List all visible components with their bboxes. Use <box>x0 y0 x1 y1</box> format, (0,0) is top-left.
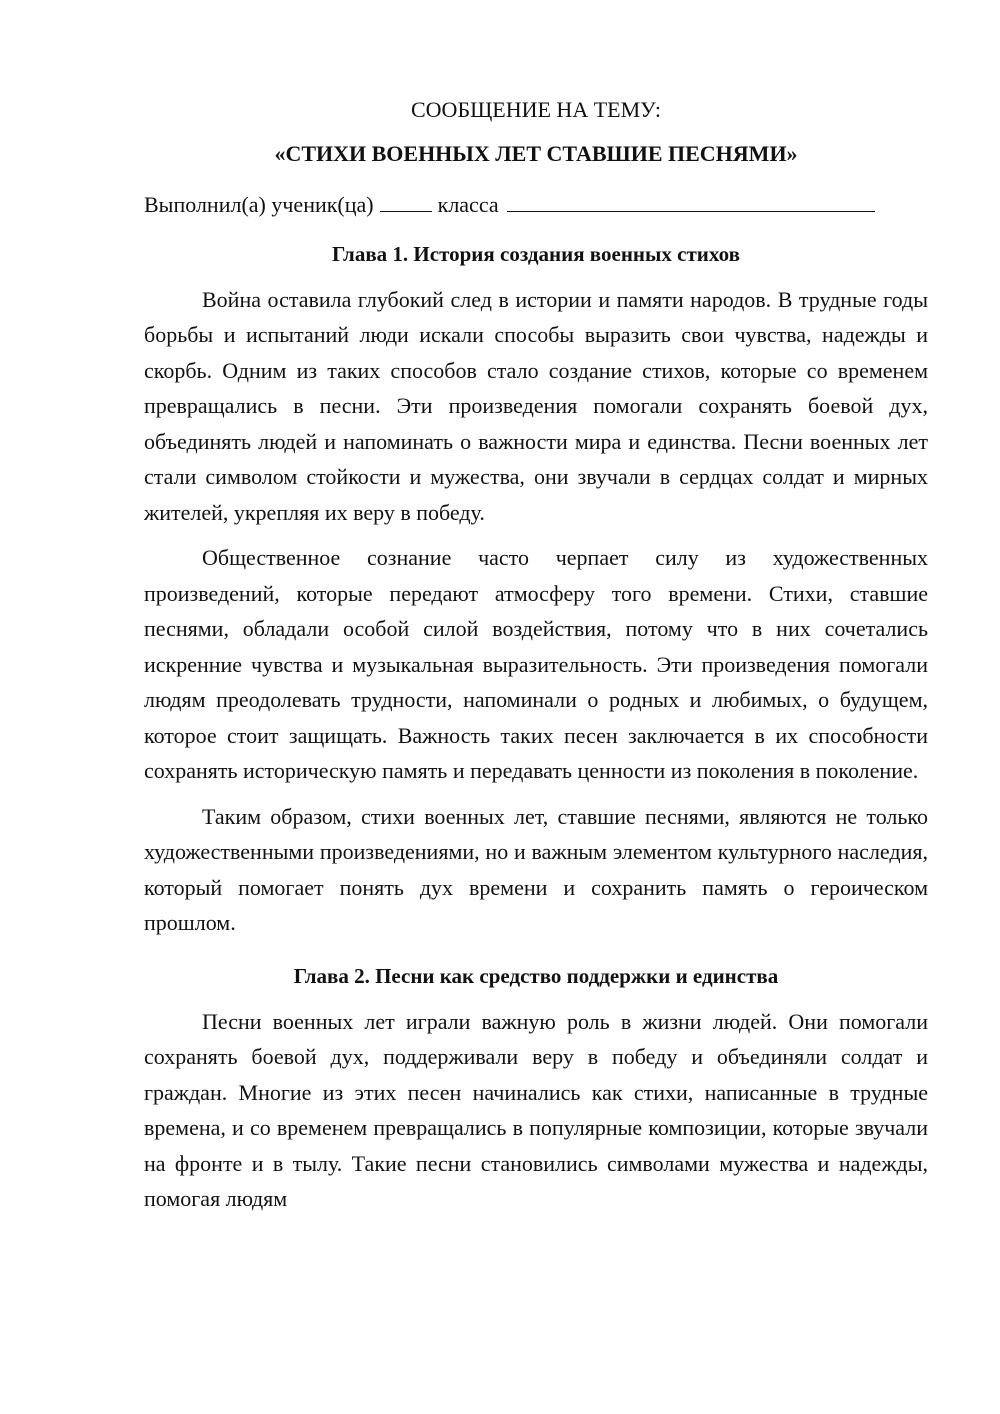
chapter-1-paragraph-1: Война оставила глубокий след в истории и памяти народов. В трудные годы борьбы и испытаний люди искали способы выразить свои чувства, надежды и скорбь. Одним из таких способов стало создание стихов, которые со временем превращались в песни. Эти произведения помогали сохранять боевой дух, объединять людей и напоминать о важности мира и единства. Песни военных лет стали символом стойкости и мужества, они звучали в сердцах солдат и мирных жителей, укрепляя их веру в победу. <box>144 286 928 525</box>
chapter-1-paragraph-3: Таким образом, стихи военных лет, ставшие песнями, являются не только художественными произведениями, но и важным элементом культурного наследия, который помогает понять дух времени и сохранить память о героическом прошлом. <box>144 803 928 935</box>
document-page <box>144 92 928 1227</box>
chapter-1-heading: Глава 1. История создания военных стихов <box>332 241 740 266</box>
name-blank <box>507 189 875 212</box>
class-label: класса <box>437 192 499 217</box>
author-line <box>144 187 928 223</box>
grade-blank <box>380 189 432 212</box>
author-prefix: Выполнил(а) ученик(ца) <box>144 192 374 217</box>
document-title-line-2: «СТИХИ ВОЕННЫХ ЛЕТ СТАВШИЕ ПЕСНЯМИ» <box>274 140 798 166</box>
chapter-1-paragraph-2: Общественное сознание часто черпает силу из художественных произведений, которые передают атмосферу того времени. Стихи, ставшие песнями, обладали особой силой воздействия, потому что в них сочетались искренние чувства и музыкальная выразительность. Эти произведения помогали людям преодолевать трудности, напоминали о родных и любимых, о будущем, которое стоит защищать. Важность таких песен заключается в их способности сохранять историческую память и передавать ценности из поколения в поколение. <box>144 545 928 783</box>
document-title-line-1: СООБЩЕНИЕ НА ТЕМУ: <box>411 97 661 122</box>
chapter-2-paragraph-1: Песни военных лет играли важную роль в жизни людей. Они помогали сохранять боевой дух, поддерживали веру в победу и объединяли солдат и граждан. Многие из этих песен начинались как стихи, написанные в трудные времена, и со временем превращались в популярные композиции, которые звучали на фронте и в тылу. Такие песни становились символами мужества и надежды, помогая людям <box>144 1008 928 1211</box>
chapter-2-heading: Глава 2. Песни как средство поддержки и единства <box>293 963 779 988</box>
